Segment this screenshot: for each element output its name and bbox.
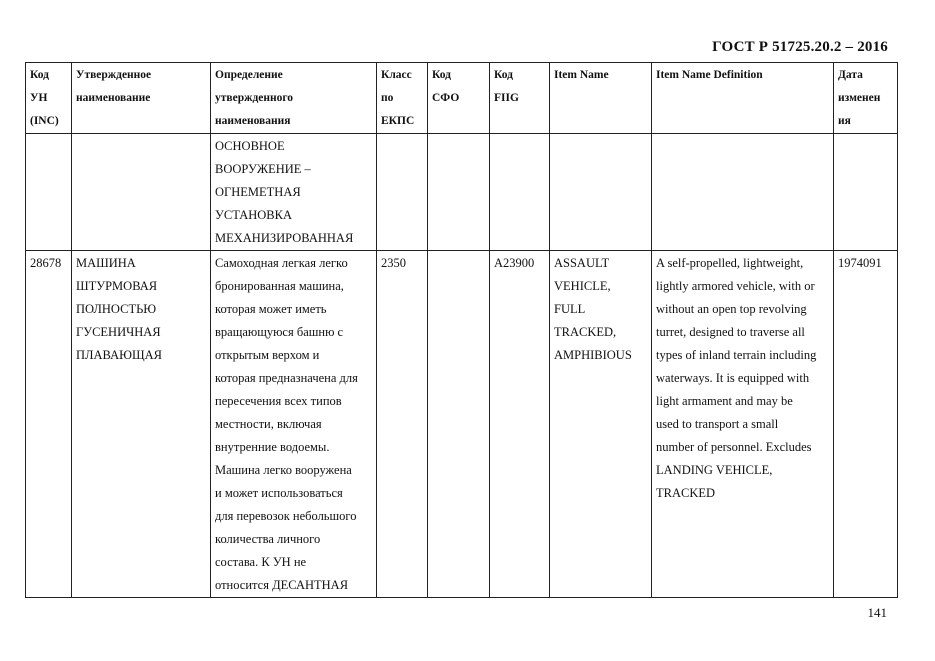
header-inc: Код УН (INC) — [26, 63, 72, 134]
cell-ekps-class — [377, 134, 428, 251]
cell-sfo-code — [428, 251, 490, 598]
cell-inc — [26, 134, 72, 251]
header-approved-name: Утвержденное наименование — [72, 63, 211, 134]
cell-ekps-class: 2350 — [377, 251, 428, 598]
header-ekps-class: Класс по ЕКПС — [377, 63, 428, 134]
cell-item-name-definition — [652, 134, 834, 251]
header-fiig-code: Код FIIG — [490, 63, 550, 134]
header-change-date: Дата изменен ия — [834, 63, 898, 134]
header-definition: Определение утвержденного наименования — [211, 63, 377, 134]
cell-change-date — [834, 134, 898, 251]
cell-change-date: 1974091 — [834, 251, 898, 598]
cell-fiig-code — [490, 134, 550, 251]
cell-inc: 28678 — [26, 251, 72, 598]
cell-approved-name — [72, 134, 211, 251]
header-item-name-definition: Item Name Definition — [652, 63, 834, 134]
cell-item-name-definition: A self-propelled, lightweight, lightly armored vehicle, with or without an open top revolving turret, designed to traverse all types of inland terrain including waterways. It is equipped with light armament and may be used to transport a small number of personnel. Excludes LANDING VEHICLE, TRACKED — [652, 251, 834, 598]
cell-definition: ОСНОВНОЕ ВООРУЖЕНИЕ – ОГНЕМЕТНАЯ УСТАНОВКА МЕХАНИЗИРОВАННАЯ — [211, 134, 377, 251]
cell-fiig-code: A23900 — [490, 251, 550, 598]
table-header-row — [26, 63, 898, 134]
cell-item-name: ASSAULT VEHICLE, FULL TRACKED, AMPHIBIOUS — [550, 251, 652, 598]
cell-approved-name: МАШИНА ШТУРМОВАЯ ПОЛНОСТЬЮ ГУСЕНИЧНАЯ ПЛАВАЮЩАЯ — [72, 251, 211, 598]
cell-sfo-code — [428, 134, 490, 251]
table-row — [26, 251, 898, 598]
document-title: ГОСТ Р 51725.20.2 – 2016 — [712, 39, 888, 55]
catalog-table — [25, 62, 898, 598]
page-number: 141 — [867, 605, 887, 620]
cell-definition: Самоходная легкая легко бронированная машина, которая может иметь вращающуюся башню с открытым верхом и которая предназначена для пересечения всех типов местности, включая внутренние водоемы. Машина легко вооружена и может использоваться для перевозок небольшого количества личного состава. К УН не относится ДЕСАНТНАЯ — [211, 251, 377, 598]
table-row — [26, 134, 898, 251]
header-sfo-code: Код СФО — [428, 63, 490, 134]
cell-item-name — [550, 134, 652, 251]
header-item-name: Item Name — [550, 63, 652, 134]
